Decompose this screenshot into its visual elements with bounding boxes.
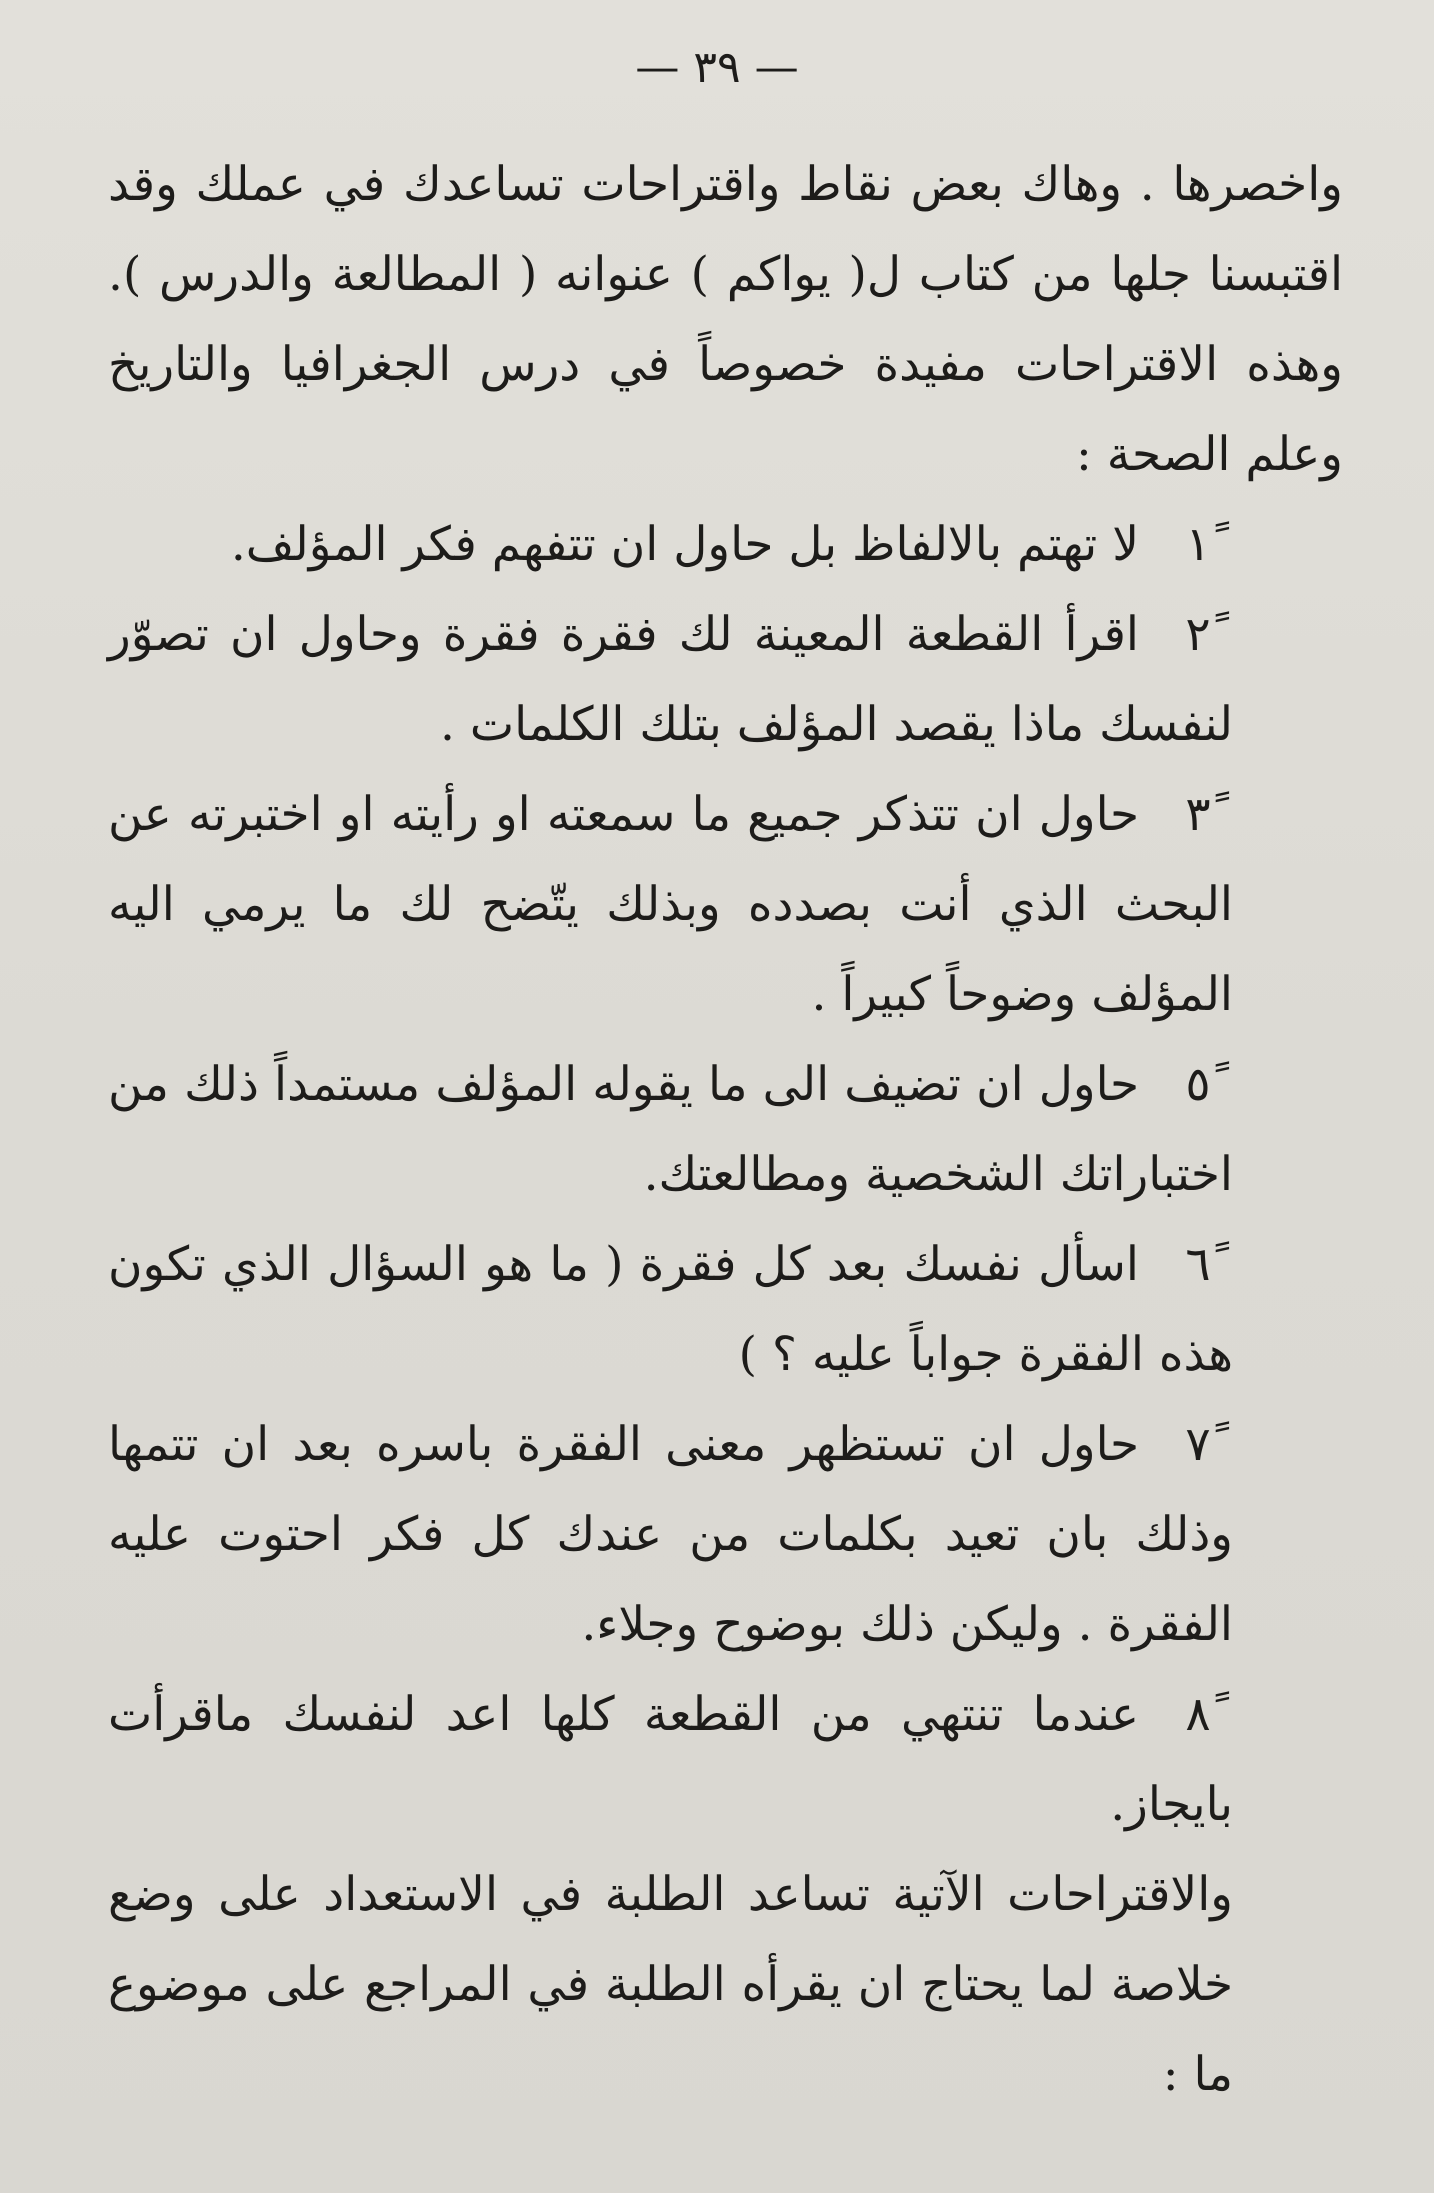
item-text: حاول ان تستظهر معنى الفقرة باسره بعد ان تتمها وذلك بان تعيد بكلمات من عندك كل فكر احتوت عليه الفقرة . وليكن ذلك بوضوح وجلاء. xyxy=(108,1417,1233,1652)
body-text xyxy=(108,140,1343,2120)
list-item xyxy=(108,1670,1343,1850)
item-number: ٢ً xyxy=(1185,607,1211,662)
item-text: حاول ان تضيف الى ما يقوله المؤلف مستمداً ذلك من اختباراتك الشخصية ومطالعتك. xyxy=(108,1057,1233,1202)
list-item xyxy=(108,1220,1343,1400)
item-number: ٨ً xyxy=(1185,1687,1211,1742)
list-item xyxy=(108,770,1343,1040)
list-item xyxy=(108,1040,1343,1220)
item-number: ٥ً xyxy=(1185,1057,1211,1112)
item-text: حاول ان تتذكر جميع ما سمعته او رأيته او اختبرته عن البحث الذي أنت بصدده وبذلك يتّضح لك ما يرمي اليه المؤلف وضوحاً كبيراً . xyxy=(108,787,1233,1022)
closing-paragraph: والاقتراحات الآتية تساعد الطلبة في الاستعداد على وضع خلاصة لما يحتاج ان يقرأه الطلبة في المراجع على موضوع ما : xyxy=(108,1867,1233,2102)
list-item xyxy=(108,500,1343,590)
list-item xyxy=(108,590,1343,770)
item-text: اقرأ القطعة المعينة لك فقرة فقرة وحاول ان تصوّر لنفسك ماذا يقصد المؤلف بتلك الكلمات . xyxy=(108,607,1233,752)
item-number: ٣ً xyxy=(1185,787,1211,842)
intro-paragraph: واخصرها . وهاك بعض نقاط واقتراحات تساعدك في عملك وقد اقتبسنا جلها من كتاب ل( يواكم ) عنوانه ( المطالعة والدرس ). وهذه الاقتراحات مفيدة خصوصاً في درس الجغرافيا والتاريخ وعلم الصحة : xyxy=(108,157,1343,482)
page-number: — ٣٩ — xyxy=(635,42,799,93)
item-number: ٦ً xyxy=(1185,1237,1211,1292)
item-number: ١ً xyxy=(1185,517,1211,572)
item-number: ٧ً xyxy=(1185,1417,1211,1472)
item-text: لا تهتم بالالفاظ بل حاول ان تتفهم فكر المؤلف. xyxy=(230,517,1139,572)
item-text: عندما تنتهي من القطعة كلها اعد لنفسك ماقرأت بايجاز. xyxy=(108,1687,1233,1832)
item-text: اسأل نفسك بعد كل فقرة ( ما هو السؤال الذي تكون هذه الفقرة جواباً عليه ؟ ) xyxy=(108,1237,1233,1382)
list-item xyxy=(108,1400,1343,1670)
